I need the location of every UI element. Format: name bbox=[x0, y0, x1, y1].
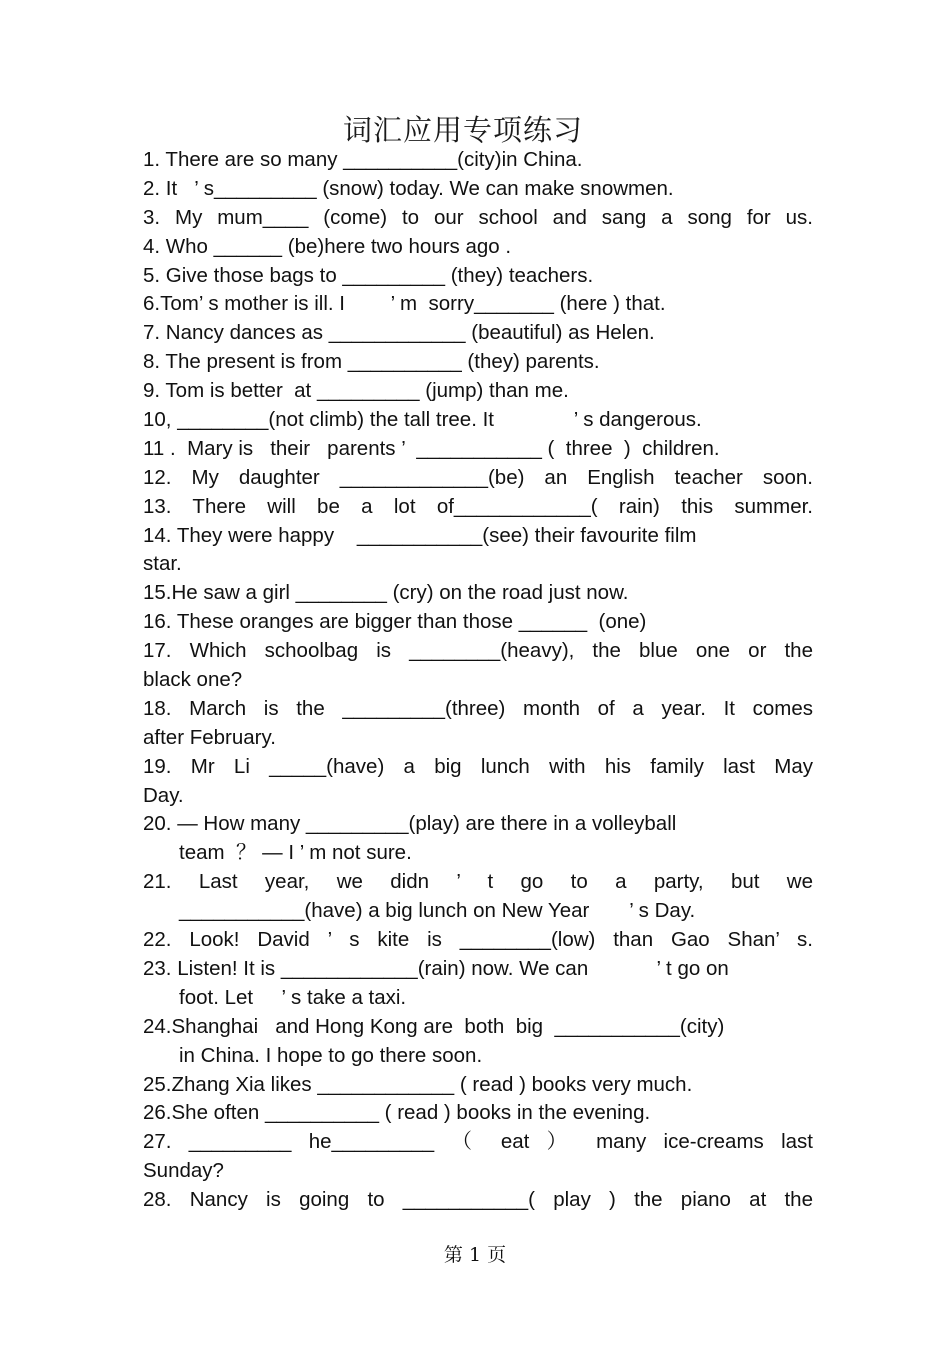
exercise-line: 23. Listen! It is ____________(rain) now. We can ’ t go on bbox=[143, 956, 729, 980]
exercise-line: 9. Tom is better at _________ (jump) than me. bbox=[143, 379, 569, 403]
exercise-line: 4. Who ______ (be)here two hours ago . bbox=[143, 234, 512, 258]
exercise-line: 16. These oranges are bigger than those ______ (one) bbox=[143, 610, 647, 634]
exercise-line: in China. I hope to go there soon. bbox=[179, 1043, 483, 1067]
exercise-line: foot. Let ’ s take a taxi. bbox=[179, 985, 407, 1009]
exercise-line: team ？ — I ’ m not sure. bbox=[179, 841, 412, 865]
exercise-line: after February. bbox=[143, 725, 276, 749]
exercise-line: 10, ________(not climb) the tall tree. It ’ s dangerous. bbox=[143, 408, 702, 432]
exercise-line: 17. Which schoolbag is ________(heavy), the blue one or the bbox=[143, 639, 813, 663]
exercise-line: 21. Last year, we didn ’ t go to a party, but we bbox=[143, 870, 813, 894]
exercise-line: 7. Nancy dances as ____________ (beautiful) as Helen. bbox=[143, 321, 655, 345]
exercise-line: 15.He saw a girl ________ (cry) on the road just now. bbox=[143, 581, 629, 605]
exercise-line: 19. Mr Li _____(have) a big lunch with his family last May bbox=[143, 754, 813, 778]
exercise-line: black one? bbox=[143, 668, 243, 692]
page-number: 第 1 页 bbox=[443, 1244, 507, 1266]
exercise-line: 18. March is the _________(three) month of a year. It comes bbox=[143, 696, 813, 720]
exercise-line: 22. Look! David ’ s kite is ________(low) than Gao Shan’ s. bbox=[143, 928, 813, 952]
exercise-line: Day. bbox=[143, 783, 184, 807]
exercise-list bbox=[143, 146, 813, 1215]
exercise-line: 13. There will be a lot of____________( rain) this summer. bbox=[143, 494, 813, 518]
exercise-line: 27. _________ he_________ （ eat ） many ice-creams last bbox=[143, 1130, 813, 1154]
exercise-line: ___________(have) a big lunch on New Year ’ s Day. bbox=[179, 899, 696, 923]
exercise-line: 28. Nancy is going to ___________( play ) the piano at the bbox=[143, 1188, 813, 1212]
exercise-line: 26.She often __________ ( read ) books in the evening. bbox=[143, 1101, 651, 1125]
exercise-line: 1. There are so many __________(city)in China. bbox=[143, 148, 583, 171]
exercise-line: 3. My mum____ (come) to our school and sang a song for us. bbox=[143, 205, 813, 229]
exercise-line: 14. They were happy ___________(see) their favourite film bbox=[143, 523, 697, 547]
exercise-line: 2. It ’ s_________ (snow) today. We can make snowmen. bbox=[143, 176, 674, 200]
exercise-line: star. bbox=[143, 552, 182, 576]
exercise-line: 8. The present is from __________ (they) parents. bbox=[143, 350, 600, 374]
exercise-line: 20. — How many _________(play) are there in a volleyball bbox=[143, 812, 677, 836]
page-title: 词汇应用专项练习 bbox=[342, 113, 583, 147]
exercise-line: 12. My daughter _____________(be) an English teacher soon. bbox=[143, 465, 813, 489]
exercise-line: 24.Shanghai and Hong Kong are both big ___________(city) bbox=[143, 1014, 725, 1038]
exercise-line: 5. Give those bags to _________ (they) teachers. bbox=[143, 263, 594, 287]
exercise-line: 6.Tom’ s mother is ill. I ’ m sorry_______ (here ) that. bbox=[143, 292, 666, 316]
exercise-line: 11 . Mary is their parents ’ ___________ ( three ) children. bbox=[143, 436, 720, 460]
exercise-line: 25.Zhang Xia likes ____________ ( read ) books very much. bbox=[143, 1072, 693, 1096]
exercise-line: Sunday? bbox=[143, 1159, 224, 1183]
